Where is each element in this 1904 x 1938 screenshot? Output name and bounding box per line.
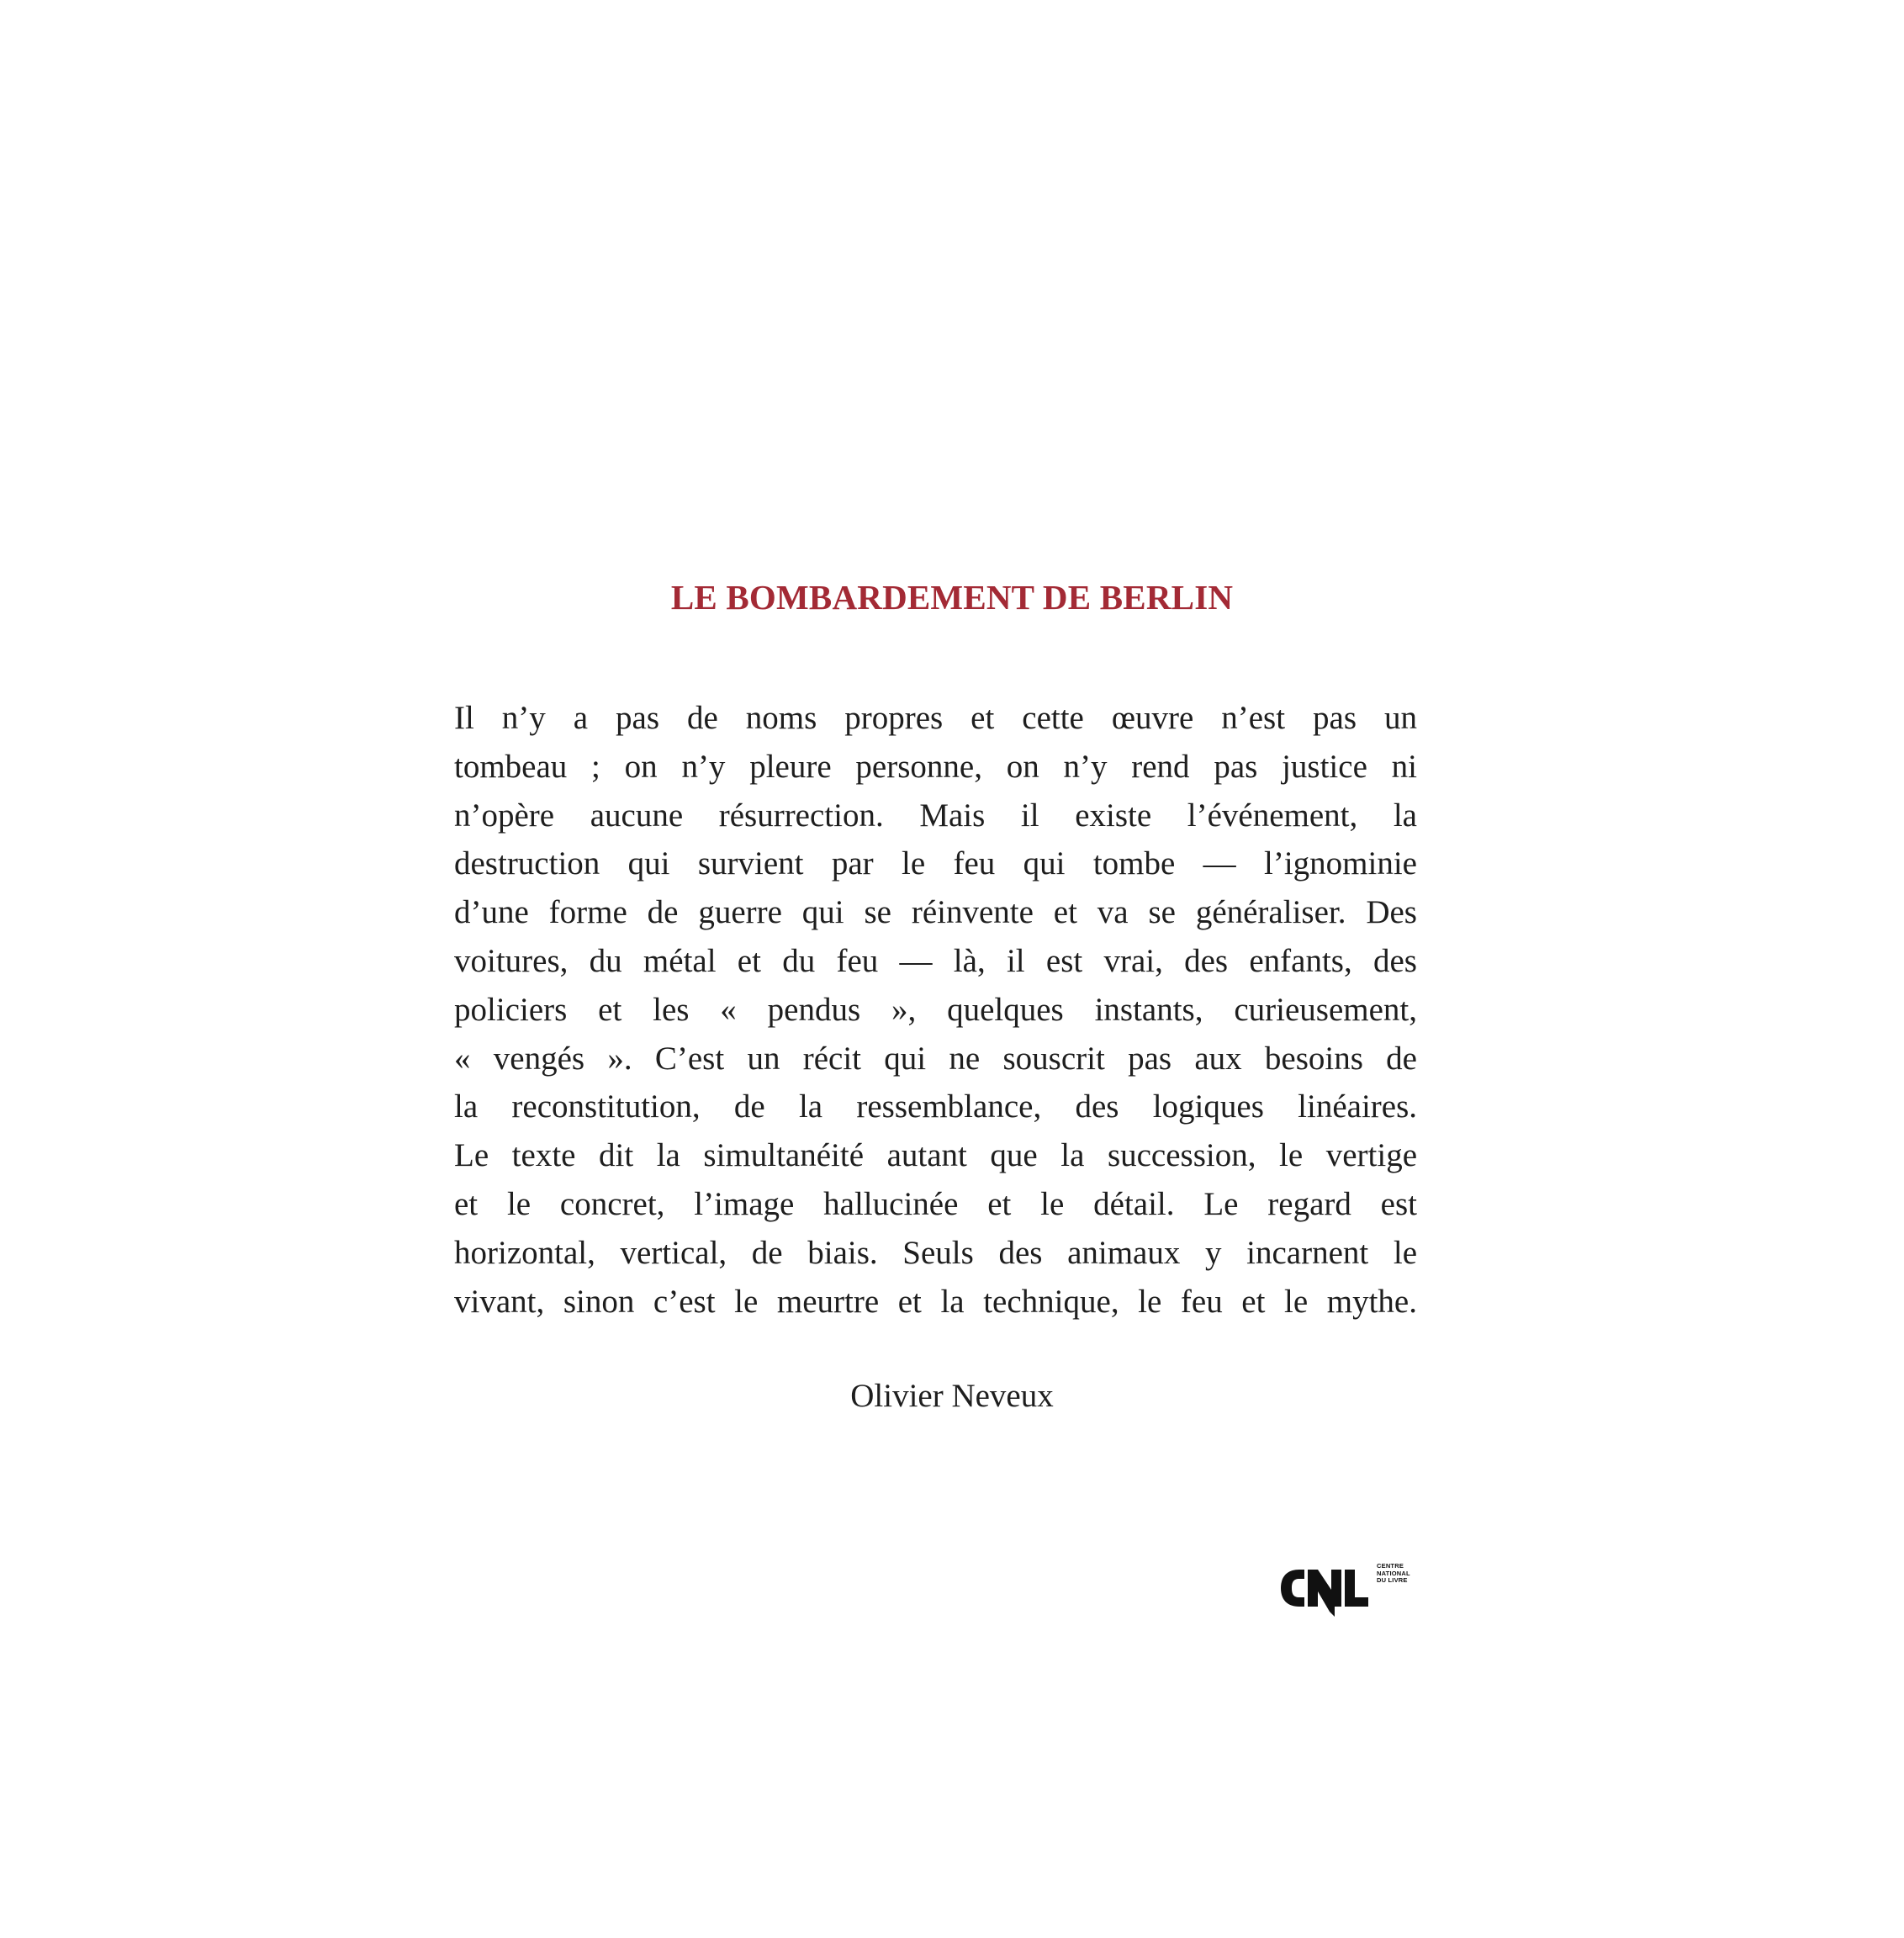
body-line: d’une forme de guerre qui se réinvente et va se généraliser. Des xyxy=(454,894,1417,931)
cnl-logo-mark-icon xyxy=(1274,1556,1375,1623)
body-line: destruction qui survient par le feu qui tombe — l’ignominie xyxy=(454,845,1417,882)
body-line: « vengés ». C’est un récit qui ne souscrit pas aux besoins de xyxy=(454,1040,1417,1077)
body-line: n’opère aucune résurrection. Mais il existe l’événement, la xyxy=(454,797,1417,834)
body-line: Le texte dit la simultanéité autant que la succession, le vertige xyxy=(454,1137,1417,1174)
body-line: et le concret, l’image hallucinée et le détail. Le regard est xyxy=(454,1185,1417,1222)
author-name: Olivier Neveux xyxy=(850,1378,1054,1414)
body-line: voitures, du métal et du feu — là, il est vrai, des enfants, des xyxy=(454,942,1417,979)
body-line: vivant, sinon c’est le meurtre et la technique, le feu et le mythe. xyxy=(454,1283,1417,1320)
logo-line: CENTRE xyxy=(1377,1562,1404,1570)
logo-line: NATIONAL xyxy=(1377,1569,1410,1577)
body-line: tombeau ; on n’y pleure personne, on n’y rend pas justice ni xyxy=(454,748,1417,785)
body-line: horizontal, vertical, de biais. Seuls des animaux y incarnent le xyxy=(454,1234,1417,1271)
body-line: Il n’y a pas de noms propres et cette œuvre n’est pas un xyxy=(454,700,1417,736)
body-paragraph xyxy=(454,694,1417,1326)
body-line: policiers et les « pendus », quelques instants, curieusement, xyxy=(454,991,1417,1028)
logo-line: DU LIVRE xyxy=(1377,1576,1408,1584)
cnl-logo xyxy=(1274,1556,1425,1623)
body-line: la reconstitution, de la ressemblance, des logiques linéaires. xyxy=(454,1088,1417,1125)
page-title: LE BOMBARDEMENT DE BERLIN xyxy=(670,578,1234,617)
cnl-logo-text xyxy=(1377,1563,1410,1585)
